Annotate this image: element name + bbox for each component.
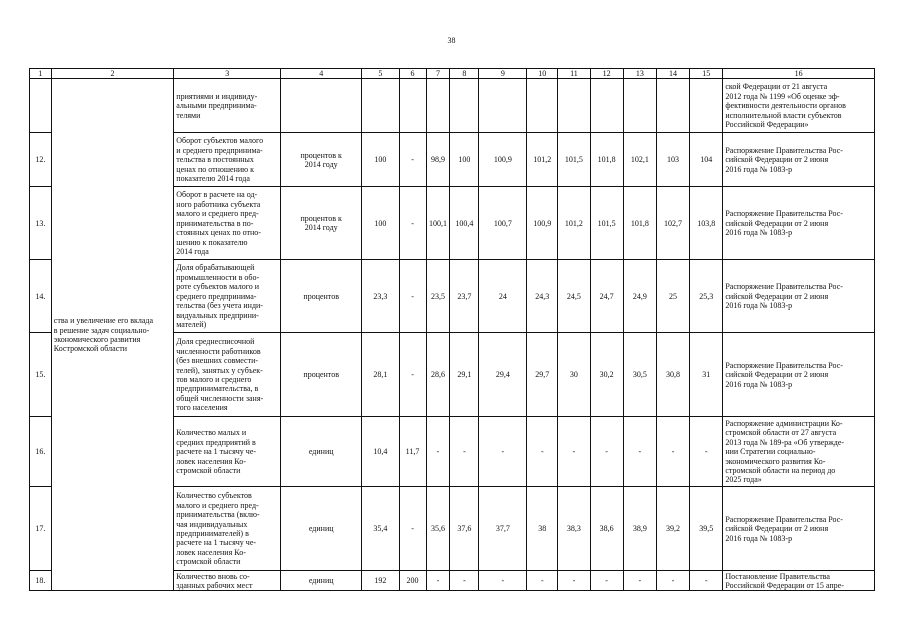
row-number: 14.	[30, 260, 52, 333]
indicators-table	[29, 68, 875, 591]
column-number: 2	[51, 69, 173, 79]
value-cell: -	[590, 417, 623, 487]
value-cell: -	[527, 417, 558, 487]
row-number	[30, 79, 52, 133]
value-cell: 39,2	[656, 487, 689, 571]
value-cell: 11,7	[399, 417, 426, 487]
value-cell: -	[558, 571, 590, 591]
value-cell	[426, 79, 450, 133]
value-cell: 102,1	[623, 133, 656, 187]
value-cell: 103	[656, 133, 689, 187]
value-cell: 23,5	[426, 260, 450, 333]
column-number: 8	[450, 69, 479, 79]
value-cell	[479, 79, 527, 133]
value-cell: 28,1	[362, 333, 399, 417]
value-cell: 38,3	[558, 487, 590, 571]
source-document: Распоряжение администрации Ко- стромской области от 27 августа 2013 года № 189-ра «Об утвержде- нии Стратегии социально- экономического развития Ко- стромской области на период до 2025 года»	[723, 417, 875, 487]
value-cell: -	[590, 571, 623, 591]
value-cell	[690, 79, 723, 133]
unit-cell: процентов к 2014 году	[281, 133, 362, 187]
value-cell: 10,4	[362, 417, 399, 487]
value-cell: 103,8	[690, 187, 723, 260]
value-cell: 100	[450, 133, 479, 187]
value-cell: -	[623, 417, 656, 487]
value-cell: 23,3	[362, 260, 399, 333]
row-number: 17.	[30, 487, 52, 571]
value-cell: -	[399, 260, 426, 333]
source-document: Постановление Правительства Российской Федерации от 15 апре-	[723, 571, 875, 591]
value-cell: 31	[690, 333, 723, 417]
indicator-name: Количество субъектов малого и среднего пред- принимательства (вклю- чая индивидуальных предпринимателей) в расчете на 1 тысячу че- ловек населения Ко- стромской области	[174, 487, 281, 571]
value-cell: 200	[399, 571, 426, 591]
value-cell: 100,7	[479, 187, 527, 260]
value-cell: 98,9	[426, 133, 450, 187]
source-document: Распоряжение Правительства Рос- сийской Федерации от 2 июня 2016 года № 1083-р	[723, 133, 875, 187]
value-cell: 100,4	[450, 187, 479, 260]
value-cell: 25	[656, 260, 689, 333]
value-cell: -	[690, 417, 723, 487]
column-number: 6	[399, 69, 426, 79]
value-cell: 24,9	[623, 260, 656, 333]
indicator-name: Доля среднесписочной численности работников (без внешних совмести- телей), занятых у субъек- тов малого и среднего предпринимательства, в общей численности заня- того населения	[174, 333, 281, 417]
value-cell: -	[399, 333, 426, 417]
value-cell: 38,9	[623, 487, 656, 571]
unit-cell: единиц	[281, 571, 362, 591]
column-number: 1	[30, 69, 52, 79]
unit-cell: единиц	[281, 487, 362, 571]
value-cell	[590, 79, 623, 133]
column-number: 13	[623, 69, 656, 79]
value-cell: 24,5	[558, 260, 590, 333]
value-cell: 30,5	[623, 333, 656, 417]
indicator-name: Количество малых и средних предприятий в расчете на 1 тысячу че- ловек населения Ко- стромской области	[174, 417, 281, 487]
value-cell: -	[399, 487, 426, 571]
indicator-name: Оборот субъектов малого и среднего предпринима- тельства в постоянных ценах по отношению к показателю 2014 года	[174, 133, 281, 187]
value-cell: -	[656, 417, 689, 487]
value-cell: 38,6	[590, 487, 623, 571]
source-document: ской Федерации от 21 августа 2012 года № 1199 «Об оценке эф- фективности деятельности органов исполнительной власти субъектов Российской Федерации»	[723, 79, 875, 133]
indicator-name: приятиями и индивиду- альными предпринима- телями	[174, 79, 281, 133]
value-cell: -	[690, 571, 723, 591]
unit-cell: единиц	[281, 417, 362, 487]
value-cell: 23,7	[450, 260, 479, 333]
value-cell: 100,1	[426, 187, 450, 260]
column-number: 5	[362, 69, 399, 79]
value-cell: 100,9	[527, 187, 558, 260]
value-cell: 29,7	[527, 333, 558, 417]
value-cell: 24	[479, 260, 527, 333]
value-cell: 104	[690, 133, 723, 187]
value-cell: -	[450, 417, 479, 487]
value-cell: 37,6	[450, 487, 479, 571]
value-cell	[558, 79, 590, 133]
value-cell	[399, 79, 426, 133]
source-document: Распоряжение Правительства Рос- сийской Федерации от 2 июня 2016 года № 1083-р	[723, 333, 875, 417]
value-cell: -	[558, 417, 590, 487]
indicator-name: Количество вновь со- зданных рабочих мест	[174, 571, 281, 591]
column-number: 11	[558, 69, 590, 79]
column-number: 10	[527, 69, 558, 79]
row-number: 15.	[30, 333, 52, 417]
value-cell: -	[479, 571, 527, 591]
value-cell: 39,5	[690, 487, 723, 571]
value-cell: 101,2	[558, 187, 590, 260]
source-document: Распоряжение Правительства Рос- сийской Федерации от 2 июня 2016 года № 1083-р	[723, 487, 875, 571]
column-number: 12	[590, 69, 623, 79]
value-cell: 101,8	[590, 133, 623, 187]
source-document: Распоряжение Правительства Рос- сийской Федерации от 2 июня 2016 года № 1083-р	[723, 260, 875, 333]
value-cell: -	[426, 571, 450, 591]
task-description: ства и увеличение его вклада в решение задач социально- экономического развития Костромской области	[51, 79, 173, 591]
value-cell: 30,2	[590, 333, 623, 417]
value-cell	[450, 79, 479, 133]
value-cell: -	[399, 133, 426, 187]
value-cell: 28,6	[426, 333, 450, 417]
value-cell: 101,2	[527, 133, 558, 187]
value-cell: 24,3	[527, 260, 558, 333]
row-number: 12.	[30, 133, 52, 187]
value-cell: 35,4	[362, 487, 399, 571]
table-row	[30, 79, 875, 133]
value-cell	[623, 79, 656, 133]
value-cell: 30,8	[656, 333, 689, 417]
column-number: 4	[281, 69, 362, 79]
indicator-name: Оборот в расчете на од- ного работника субъекта малого и среднего пред- принимательства в по- стоянных ценах по отно- шению к показателю 2014 года	[174, 187, 281, 260]
value-cell: 100,9	[479, 133, 527, 187]
column-number: 9	[479, 69, 527, 79]
page-number: 38	[447, 36, 456, 45]
value-cell: 29,1	[450, 333, 479, 417]
value-cell: -	[479, 417, 527, 487]
column-numbers-row	[30, 69, 875, 79]
value-cell: 24,7	[590, 260, 623, 333]
row-number: 13.	[30, 187, 52, 260]
value-cell: 100	[362, 133, 399, 187]
row-number: 18.	[30, 571, 52, 591]
value-cell: 29,4	[479, 333, 527, 417]
value-cell: 35,6	[426, 487, 450, 571]
value-cell: -	[656, 571, 689, 591]
value-cell: 25,3	[690, 260, 723, 333]
column-number: 3	[174, 69, 281, 79]
unit-cell: процентов	[281, 333, 362, 417]
value-cell: -	[426, 417, 450, 487]
value-cell	[656, 79, 689, 133]
value-cell: -	[527, 571, 558, 591]
value-cell: -	[450, 571, 479, 591]
column-number: 7	[426, 69, 450, 79]
value-cell: 192	[362, 571, 399, 591]
column-number: 15	[690, 69, 723, 79]
value-cell: 100	[362, 187, 399, 260]
value-cell: 102,7	[656, 187, 689, 260]
value-cell: 101,8	[623, 187, 656, 260]
unit-cell	[281, 79, 362, 133]
value-cell	[527, 79, 558, 133]
value-cell: 30	[558, 333, 590, 417]
value-cell: 38	[527, 487, 558, 571]
row-number: 16.	[30, 417, 52, 487]
value-cell: 101,5	[590, 187, 623, 260]
value-cell: -	[623, 571, 656, 591]
column-number: 14	[656, 69, 689, 79]
value-cell	[362, 79, 399, 133]
value-cell: -	[399, 187, 426, 260]
unit-cell: процентов к 2014 году	[281, 187, 362, 260]
value-cell: 101,5	[558, 133, 590, 187]
indicator-name: Доля обрабатывающей промышленности в обо- роте субъектов малого и среднего предпринима- тельства (без учета инди- видуальных предприни- мателей)	[174, 260, 281, 333]
value-cell: 37,7	[479, 487, 527, 571]
source-document: Распоряжение Правительства Рос- сийской Федерации от 2 июня 2016 года № 1083-р	[723, 187, 875, 260]
column-number: 16	[723, 69, 875, 79]
unit-cell: процентов	[281, 260, 362, 333]
